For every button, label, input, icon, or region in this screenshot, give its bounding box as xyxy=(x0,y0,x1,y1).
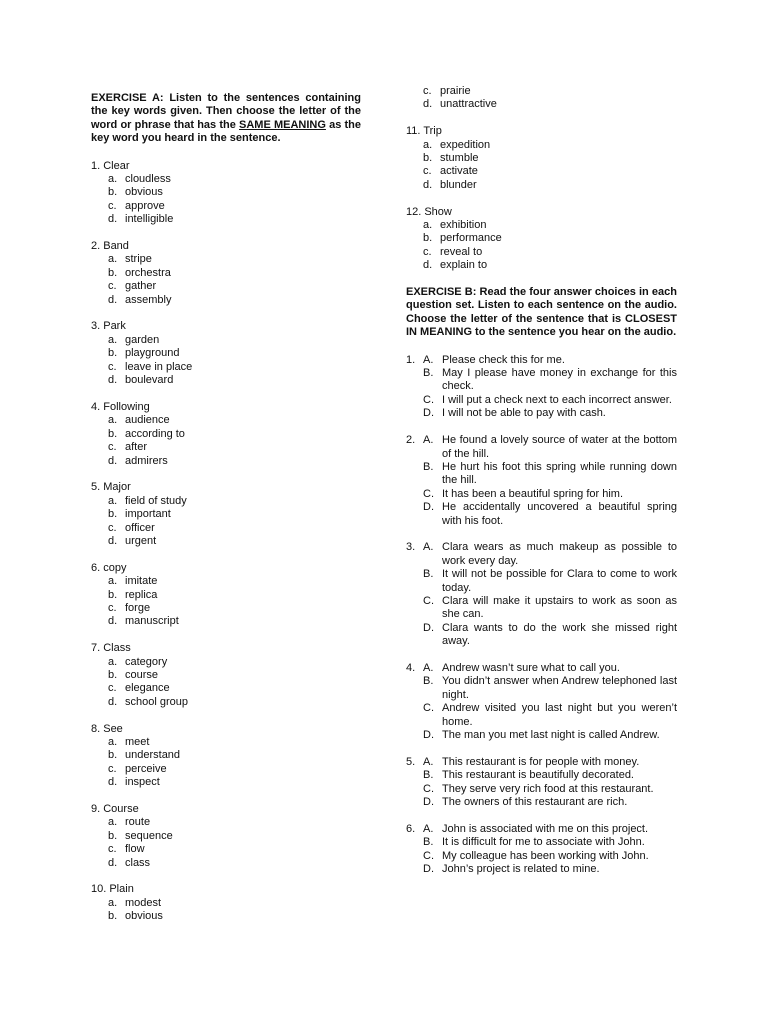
option-item xyxy=(406,165,677,178)
question-keyword: 4. Following xyxy=(91,400,150,413)
option-letter: d. xyxy=(108,213,118,226)
option-item xyxy=(91,495,361,508)
question-item xyxy=(91,723,361,790)
exercise-b-label: EXERCISE B: xyxy=(406,286,477,299)
option-text: garden xyxy=(125,333,160,346)
option-text: class xyxy=(125,856,151,869)
exercise-a-continued-options xyxy=(406,85,677,112)
option-letter: c. xyxy=(108,843,117,856)
option-letter: D. xyxy=(423,729,434,741)
option-text: prairie xyxy=(440,85,471,97)
exercise-b-question-list xyxy=(406,354,677,877)
option-item xyxy=(91,696,361,709)
option-text: This restaurant is for people with money. xyxy=(442,755,640,768)
sentence-question xyxy=(406,541,677,648)
option-letter: d. xyxy=(108,615,118,628)
option-text: It has been a beautiful spring for him. xyxy=(442,487,623,500)
sentence-option xyxy=(406,796,677,809)
option-text: He accidentally uncovered a beautiful spring with his foot. xyxy=(442,501,677,527)
option-letter: d. xyxy=(423,259,433,272)
question-number: 1. xyxy=(406,353,416,366)
question-number: 4. xyxy=(406,661,416,674)
question-item-continued xyxy=(406,85,677,112)
option-item xyxy=(91,575,361,588)
option-item xyxy=(91,347,361,360)
option-text: course xyxy=(125,668,159,681)
option-item xyxy=(406,246,677,259)
option-letter: a. xyxy=(108,655,118,668)
option-item xyxy=(91,522,361,535)
option-letter: D. xyxy=(423,407,434,420)
option-item xyxy=(91,763,361,776)
option-letter: B. xyxy=(423,568,434,581)
option-letter: A. xyxy=(423,755,434,768)
option-item xyxy=(406,259,677,272)
option-item xyxy=(91,602,361,615)
option-letter: d. xyxy=(108,695,118,708)
option-item xyxy=(91,186,361,199)
question-item xyxy=(91,642,361,709)
option-letter: C. xyxy=(423,702,434,715)
option-text: inspect xyxy=(125,776,160,789)
exercise-a-question-list-continued xyxy=(406,125,677,272)
option-text: forge xyxy=(125,601,151,614)
question-keyword: 10. Plain xyxy=(91,883,134,896)
question-item xyxy=(406,206,677,273)
option-text: Clara wears as much makeup as possible to work every day. xyxy=(442,541,677,567)
option-text: perceive xyxy=(125,762,167,775)
question-keyword: 2. Band xyxy=(91,240,129,253)
option-text: unattractive xyxy=(440,98,497,111)
option-item xyxy=(406,85,677,98)
option-item xyxy=(91,173,361,186)
sentence-option xyxy=(406,488,677,501)
option-text: obvious xyxy=(125,186,163,199)
question-item xyxy=(91,803,361,870)
option-letter: b. xyxy=(108,910,118,923)
option-item xyxy=(91,455,361,468)
sentence-question xyxy=(406,756,677,810)
option-letter: D. xyxy=(423,863,434,876)
option-text: important xyxy=(125,508,171,521)
option-letter: a. xyxy=(423,138,433,151)
option-letter: d. xyxy=(423,178,433,191)
question-keyword: 6. copy xyxy=(91,561,127,574)
sentence-option xyxy=(406,675,677,702)
option-letter: b. xyxy=(423,232,433,245)
option-item xyxy=(406,219,677,232)
sentence-option xyxy=(406,394,677,407)
option-text: manuscript xyxy=(125,615,179,628)
option-text: I will put a check next to each incorrect answer. xyxy=(442,393,672,406)
option-text: You didn’t answer when Andrew telephoned last night. xyxy=(442,675,677,701)
option-item xyxy=(91,910,361,923)
option-letter: b. xyxy=(108,266,118,279)
option-letter: c. xyxy=(423,245,432,258)
option-letter: d. xyxy=(108,776,118,789)
option-item xyxy=(91,334,361,347)
sentence-option xyxy=(406,501,677,528)
option-text: reveal to xyxy=(440,245,483,258)
option-text: replica xyxy=(125,588,158,601)
option-item xyxy=(91,374,361,387)
option-text: imitate xyxy=(125,575,158,588)
option-letter: b. xyxy=(108,829,118,842)
option-text: The man you met last night is called Andrew. xyxy=(442,729,660,741)
option-text: They serve very rich food at this restaurant. xyxy=(442,782,654,795)
option-text: The owners of this restaurant are rich. xyxy=(442,796,628,809)
option-letter: d. xyxy=(108,856,118,869)
option-text: Please check this for me. xyxy=(442,353,565,366)
option-letter: B. xyxy=(423,460,434,473)
option-text: assembly xyxy=(125,293,172,306)
exercise-b-text-2: to the sentence you hear on the audio. xyxy=(472,326,677,339)
option-text: stumble xyxy=(440,152,479,165)
option-letter: a. xyxy=(108,333,118,346)
question-item xyxy=(91,562,361,629)
question-item xyxy=(91,481,361,548)
option-letter: B. xyxy=(423,367,434,380)
option-text: explain to xyxy=(440,259,488,272)
option-item xyxy=(91,736,361,749)
option-letter: B. xyxy=(423,769,434,782)
sentence-option xyxy=(406,729,677,742)
option-item xyxy=(91,749,361,762)
option-text: school group xyxy=(125,695,188,708)
option-letter: A. xyxy=(423,661,434,674)
question-number: 3. xyxy=(406,541,416,554)
option-item xyxy=(406,139,677,152)
question-number: 2. xyxy=(406,434,416,447)
option-item xyxy=(91,843,361,856)
option-letter: B. xyxy=(423,675,434,688)
option-letter: b. xyxy=(108,749,118,762)
option-item xyxy=(406,232,677,245)
option-text: cloudless xyxy=(125,173,171,186)
option-letter: d. xyxy=(108,454,118,467)
option-text: meet xyxy=(125,735,150,748)
question-keyword: 7. Class xyxy=(91,642,131,655)
option-text: I will not be able to pay with cash. xyxy=(442,407,606,420)
option-letter: C. xyxy=(423,782,434,795)
option-text: orchestra xyxy=(125,266,171,279)
question-keyword: 3. Park xyxy=(91,320,126,333)
option-item xyxy=(91,200,361,213)
question-keyword: 8. See xyxy=(91,722,123,735)
sentence-option xyxy=(406,662,677,675)
option-text: This restaurant is beautifully decorated. xyxy=(442,769,634,782)
option-text: It will not be possible for Clara to come to work today. xyxy=(442,568,677,594)
option-item xyxy=(91,428,361,441)
option-letter: c. xyxy=(108,199,117,212)
option-text: performance xyxy=(440,232,502,245)
option-letter: b. xyxy=(108,668,118,681)
option-letter: D. xyxy=(423,501,434,514)
exercise-a-emphasis: SAME MEANING xyxy=(239,118,326,131)
question-number: 5. xyxy=(406,755,416,768)
option-letter: d. xyxy=(423,98,433,111)
option-letter: b. xyxy=(108,347,118,360)
option-letter: B. xyxy=(423,836,434,849)
sentence-option xyxy=(406,850,677,863)
option-letter: a. xyxy=(108,494,118,507)
question-keyword: 12. Show xyxy=(406,205,452,218)
option-text: activate xyxy=(440,165,478,178)
exercise-a-question-list xyxy=(91,160,361,924)
question-keyword: 5. Major xyxy=(91,481,131,494)
option-letter: a. xyxy=(108,735,118,748)
option-letter: a. xyxy=(108,896,118,909)
question-item xyxy=(91,883,361,923)
sentence-option xyxy=(406,622,677,649)
option-text: May I please have money in exchange for this check. xyxy=(442,367,677,393)
sentence-option xyxy=(406,461,677,488)
question-keyword: 11. Trip xyxy=(406,125,442,138)
option-letter: b. xyxy=(108,186,118,199)
option-text: according to xyxy=(125,427,185,440)
option-item xyxy=(91,280,361,293)
option-item xyxy=(91,361,361,374)
option-letter: D. xyxy=(423,621,434,634)
option-letter: A. xyxy=(423,822,434,835)
option-letter: b. xyxy=(108,508,118,521)
option-text: field of study xyxy=(125,494,187,507)
option-item xyxy=(91,776,361,789)
option-text: Clara will make it upstairs to work as soon as she can. xyxy=(442,594,677,621)
exercise-b-text-1: Read the four answer choices in each question set. Listen to each sentence on the audio. Choose the letter of the sentence that is xyxy=(406,286,677,325)
option-text: It is difficult for me to associate with John. xyxy=(442,836,645,849)
option-item xyxy=(91,669,361,682)
option-text: boulevard xyxy=(125,374,174,387)
option-text: stripe xyxy=(125,253,152,266)
option-item xyxy=(91,682,361,695)
option-letter: c. xyxy=(108,762,117,775)
sentence-option xyxy=(406,823,677,836)
question-number: 6. xyxy=(406,822,416,835)
option-letter: c. xyxy=(108,360,117,373)
sentence-question xyxy=(406,434,677,528)
option-letter: d. xyxy=(108,374,118,387)
question-keyword: 9. Course xyxy=(91,803,139,815)
question-item xyxy=(91,401,361,468)
sentence-option xyxy=(406,595,677,622)
sentence-option xyxy=(406,836,677,849)
option-text: blunder xyxy=(440,178,477,191)
option-text: audience xyxy=(125,414,170,427)
option-item xyxy=(91,897,361,910)
option-letter: b. xyxy=(423,152,433,165)
option-text: John is associated with me on this project. xyxy=(442,822,649,835)
option-text: understand xyxy=(125,749,181,762)
option-letter: c. xyxy=(108,601,117,614)
option-item xyxy=(406,179,677,192)
sentence-question xyxy=(406,823,677,877)
question-keyword: 1. Clear xyxy=(91,159,130,172)
option-text: My colleague has been working with John. xyxy=(442,849,649,862)
sentence-option xyxy=(406,407,677,420)
option-text: after xyxy=(125,441,148,454)
option-letter: b. xyxy=(108,588,118,601)
sentence-question xyxy=(406,354,677,421)
option-text: expedition xyxy=(440,138,491,151)
option-text: route xyxy=(125,816,151,829)
option-item xyxy=(91,213,361,226)
sentence-option xyxy=(406,783,677,796)
left-column xyxy=(91,92,361,937)
option-item xyxy=(91,830,361,843)
option-text: playground xyxy=(125,347,180,360)
option-item xyxy=(406,98,677,111)
option-letter: b. xyxy=(108,427,118,440)
option-letter: A. xyxy=(423,541,434,554)
option-letter: D. xyxy=(423,796,434,809)
option-letter: c. xyxy=(108,521,117,534)
exercise-a-label: EXERCISE A: xyxy=(91,92,164,104)
option-text: intelligible xyxy=(125,213,174,226)
option-text: officer xyxy=(125,521,155,534)
option-text: urgent xyxy=(125,534,157,547)
option-item xyxy=(91,535,361,548)
option-letter: C. xyxy=(423,849,434,862)
option-text: Andrew wasn’t sure what to call you. xyxy=(442,661,620,674)
option-letter: c. xyxy=(423,165,432,178)
question-item xyxy=(91,240,361,307)
option-item xyxy=(91,589,361,602)
option-text: admirers xyxy=(125,454,168,467)
option-item xyxy=(91,253,361,266)
option-item xyxy=(91,816,361,829)
option-text: exhibition xyxy=(440,219,487,232)
option-text: He hurt his foot this spring while running down the hill. xyxy=(442,460,677,487)
option-item xyxy=(91,441,361,454)
option-letter: d. xyxy=(108,293,118,306)
option-item xyxy=(91,267,361,280)
option-item xyxy=(91,414,361,427)
option-letter: a. xyxy=(423,219,433,232)
option-item xyxy=(406,152,677,165)
sentence-option xyxy=(406,568,677,595)
option-letter: c. xyxy=(108,441,117,454)
question-item xyxy=(406,125,677,192)
option-item xyxy=(91,615,361,628)
option-letter: a. xyxy=(108,575,118,588)
option-letter: C. xyxy=(423,393,434,406)
option-letter: c. xyxy=(423,85,432,97)
exercise-b-instructions xyxy=(406,286,677,340)
sentence-question xyxy=(406,662,677,742)
exercise-a-text-2: as the key word you heard in the sentence. xyxy=(91,118,362,145)
question-item xyxy=(91,160,361,227)
option-text: He found a lovely source of water at the bottom of the hill. xyxy=(442,434,677,460)
option-text: sequence xyxy=(125,829,173,842)
option-text: flow xyxy=(125,843,145,856)
exercise-a-instructions xyxy=(91,92,361,146)
option-item xyxy=(91,508,361,521)
right-column xyxy=(406,85,677,890)
option-letter: C. xyxy=(423,487,434,500)
option-letter: C. xyxy=(423,594,434,607)
sentence-option xyxy=(406,434,677,461)
sentence-option xyxy=(406,863,677,876)
sentence-option xyxy=(406,756,677,769)
option-letter: a. xyxy=(108,414,118,427)
option-item xyxy=(91,857,361,870)
exercise-a-text-1: Listen to the sentences containing the key words given. Then choose the letter of the word or phrase that has the xyxy=(91,92,361,131)
option-item xyxy=(91,656,361,669)
option-text: obvious xyxy=(125,910,163,923)
sentence-option xyxy=(406,769,677,782)
option-text: Clara wants to do the work she missed right away. xyxy=(442,621,677,648)
option-letter: a. xyxy=(108,173,118,186)
option-text: John’s project is related to mine. xyxy=(442,863,600,876)
option-item xyxy=(91,294,361,307)
option-letter: a. xyxy=(108,253,118,266)
option-text: Andrew visited you last night but you weren’t home. xyxy=(442,702,677,728)
option-letter: A. xyxy=(423,434,434,447)
option-text: category xyxy=(125,655,168,668)
option-letter: a. xyxy=(108,816,118,829)
question-item xyxy=(91,320,361,387)
sentence-option xyxy=(406,367,677,394)
option-letter: c. xyxy=(108,682,117,695)
option-text: approve xyxy=(125,199,165,212)
option-text: leave in place xyxy=(125,360,193,373)
option-letter: c. xyxy=(108,280,117,293)
exercise-b-emphasis: CLOSEST IN MEANING xyxy=(406,312,677,339)
option-text: modest xyxy=(125,896,162,909)
sentence-option xyxy=(406,354,677,367)
option-letter: d. xyxy=(108,534,118,547)
option-letter: A. xyxy=(423,353,434,366)
sentence-option xyxy=(406,541,677,568)
option-text: elegance xyxy=(125,682,170,695)
option-text: gather xyxy=(125,280,157,293)
sentence-option xyxy=(406,702,677,729)
